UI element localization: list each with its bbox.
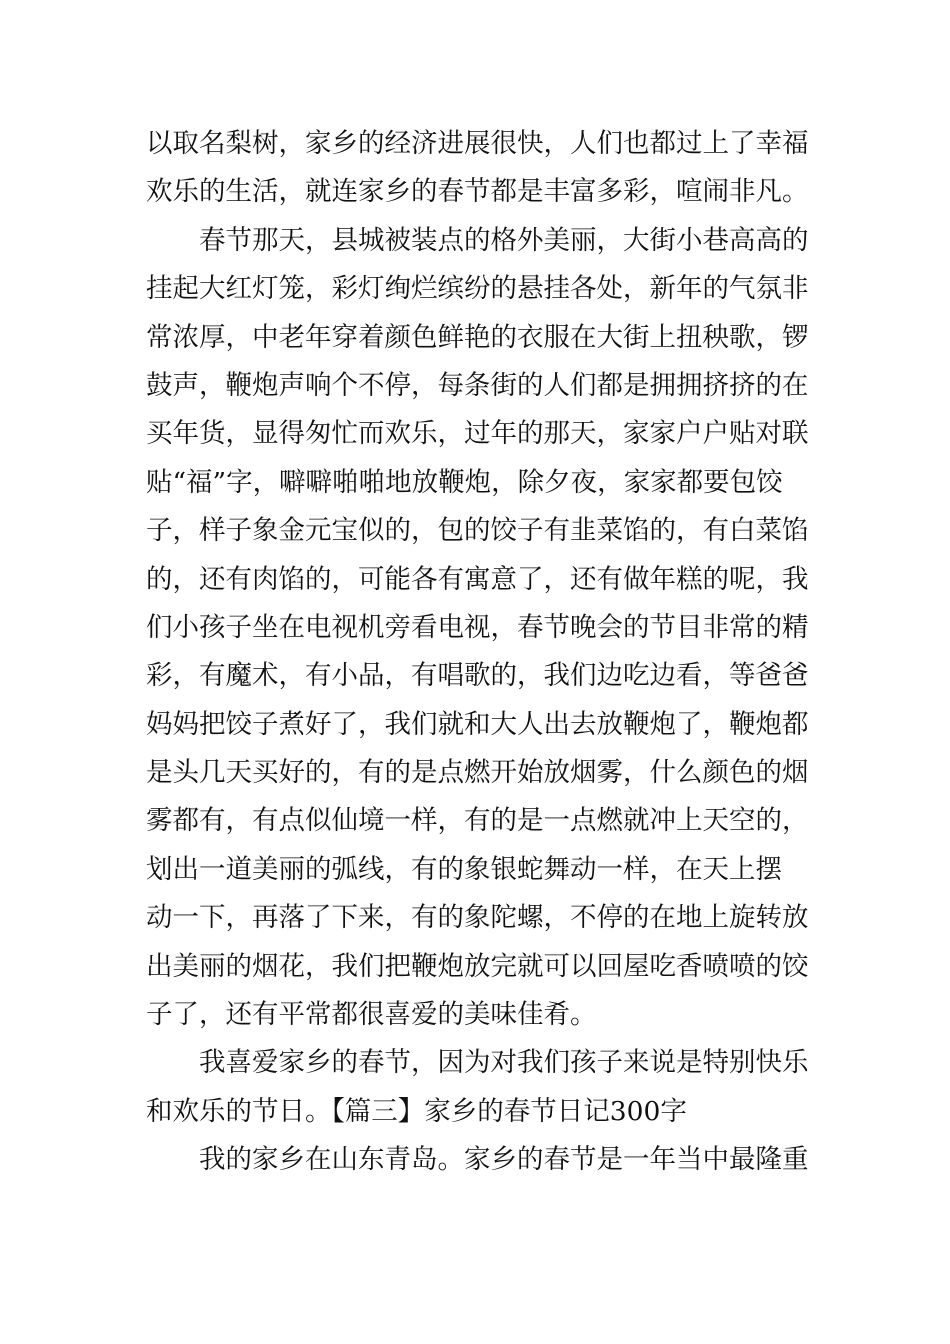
paragraph-start-line: 我的家乡在山东青岛。家乡的春节是一年当中最隆重: [199, 1144, 809, 1176]
text-line: 和欢乐的节日。【篇三】家乡的春节日记300字: [146, 1095, 687, 1127]
text-line: 子，样子象金元宝似的，包的饺子有韭菜馅的，有白菜馅: [146, 515, 809, 547]
text-line: 动一下，再落了下来，有的象陀螺，不停的在地上旋转放: [146, 902, 809, 934]
text-line: 彩，有魔术，有小品，有唱歌的，我们边吃边看，等爸爸: [146, 660, 809, 692]
text-line: 出美丽的烟花，我们把鞭炮放完就可以回屋吃香喷喷的饺: [146, 950, 809, 982]
text-line: 常浓厚，中老年穿着颜色鲜艳的衣服在大街上扭秧歌，锣: [146, 321, 809, 353]
text-line: 贴“福”字，噼噼啪啪地放鞭炮，除夕夜，家家都要包饺: [146, 466, 783, 498]
text-line: 是头几天买好的，有的是点燃开始放烟雾，什么颜色的烟: [146, 757, 809, 789]
text-line: 的，还有肉馅的，可能各有寓意了，还有做年糕的呢，我: [146, 563, 809, 595]
text-line: 子了，还有平常都很喜爱的美味佳肴。: [146, 999, 597, 1031]
text-line: 鼓声，鞭炮声响个不停，每条街的人们都是拥拥挤挤的在: [146, 369, 809, 401]
text-line: 挂起大红灯笼，彩灯绚烂缤纷的悬挂各处，新年的气氛非: [146, 273, 809, 305]
text-line: 欢乐的生活，就连家乡的春节都是丰富多彩，喧闹非凡。: [146, 176, 809, 208]
paragraph-start-line: 我喜爱家乡的春节，因为对我们孩子来说是特别快乐: [199, 1047, 809, 1079]
text-line: 妈妈把饺子煮好了，我们就和大人出去放鞭炮了，鞭炮都: [146, 708, 809, 740]
text-line: 们小孩子坐在电视机旁看电视，春节晚会的节目非常的精: [146, 611, 809, 643]
text-line: 以取名梨树，家乡的经济进展很快，人们也都过上了幸福: [146, 128, 809, 159]
document-body: [146, 120, 811, 1185]
text-line: 雾都有，有点似仙境一样，有的是一点燃就冲上天空的，: [146, 805, 809, 837]
text-line: 划出一道美丽的弧线，有的象银蛇舞动一样，在天上摆: [146, 853, 782, 885]
text-line: 买年货，显得匆忙而欢乐，过年的那天，家家户户贴对联: [146, 418, 809, 450]
paragraph-start-line: 春节那天，县城被装点的格外美丽，大街小巷高高的: [199, 224, 809, 256]
